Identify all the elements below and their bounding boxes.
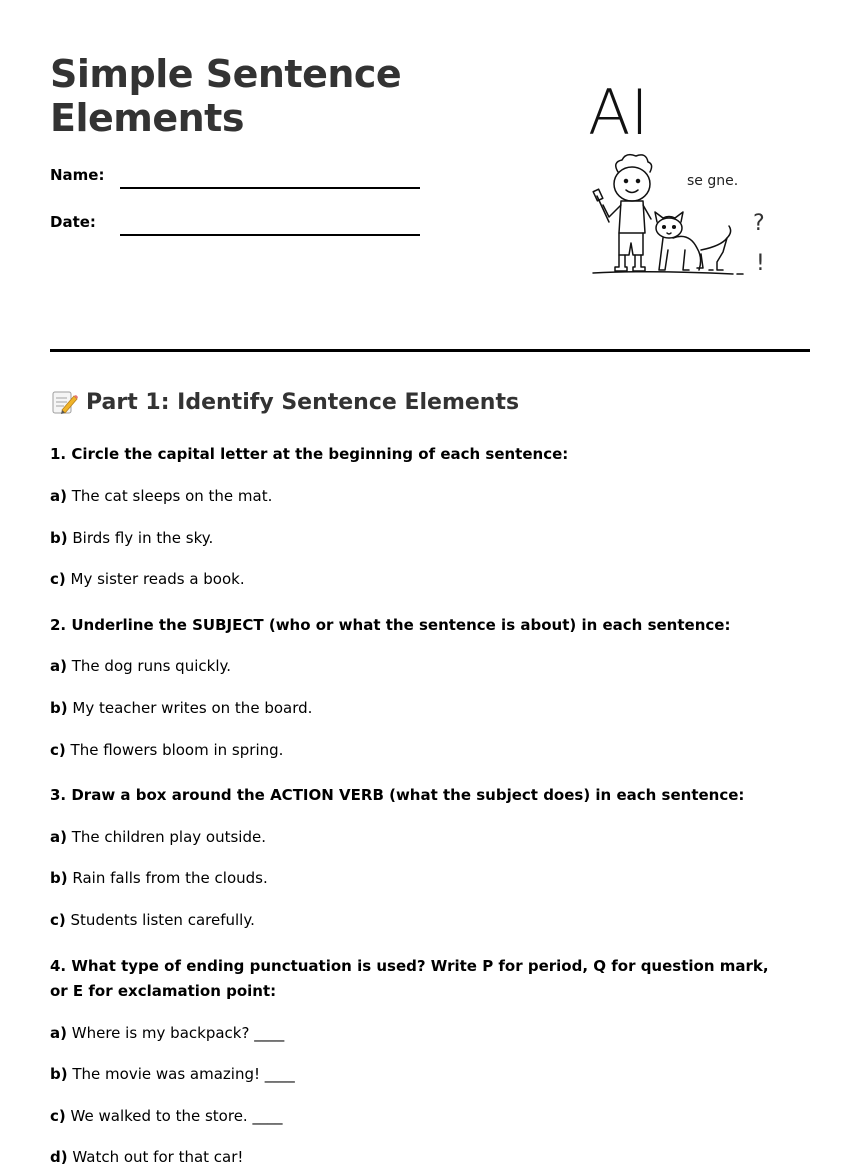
- q2-item-a: a) The dog runs quickly.: [50, 657, 231, 675]
- title-line-1: Simple Sentence: [50, 52, 402, 96]
- ai-logo-text: AI: [588, 76, 649, 149]
- q1-item-b: b) Birds fly in the sky.: [50, 529, 214, 547]
- part1-title-text: Part 1: Identify Sentence Elements: [86, 389, 520, 415]
- boy-icon: [593, 155, 651, 271]
- q4-item-c: c) We walked to the store. ____: [50, 1107, 283, 1125]
- q4-item-a: a) Where is my backpack? ____: [50, 1024, 285, 1042]
- q3-item-c: c) Students listen carefully.: [50, 911, 255, 929]
- worksheet-title: [50, 52, 401, 140]
- part1-title: [50, 388, 519, 416]
- cat-icon: [655, 212, 731, 270]
- q2-item-c: c) The flowers bloom in spring.: [50, 741, 284, 759]
- name-field-line[interactable]: [120, 187, 420, 189]
- question-3-prompt: 3. Draw a box around the ACTION VERB (what the subject does) in each sentence:: [50, 786, 745, 804]
- q4-item-b: b) The movie was amazing! ____: [50, 1065, 295, 1083]
- section-divider: [50, 349, 810, 352]
- name-label: Name:: [50, 166, 105, 184]
- date-label: Date:: [50, 213, 96, 231]
- q1-item-c: c) My sister reads a book.: [50, 570, 245, 588]
- q3-item-b: b) Rain falls from the clouds.: [50, 869, 268, 887]
- illustration-caption: se gne.: [687, 173, 739, 189]
- date-field-line[interactable]: [120, 234, 420, 236]
- q1-item-a: a) The cat sleeps on the mat.: [50, 487, 273, 505]
- memo-icon: [50, 388, 78, 416]
- kid-and-cat-illustration: [585, 72, 785, 282]
- exclamation-mark-doodle: !: [756, 251, 765, 276]
- ground-line: [593, 272, 743, 274]
- q3-item-a: a) The children play outside.: [50, 828, 266, 846]
- question-mark-doodle: ?: [753, 211, 765, 236]
- question-4-prompt: 4. What type of ending punctuation is used? Write P for period, Q for question mark, or E for exclamation point:: [50, 957, 769, 1000]
- question-2-prompt: 2. Underline the SUBJECT (who or what the sentence is about) in each sentence:: [50, 616, 731, 634]
- q4-item-d: d) Watch out for that car!: [50, 1148, 244, 1166]
- title-line-2: Elements: [50, 96, 244, 140]
- question-1-prompt: 1. Circle the capital letter at the beginning of each sentence:: [50, 445, 569, 463]
- q2-item-b: b) My teacher writes on the board.: [50, 699, 313, 717]
